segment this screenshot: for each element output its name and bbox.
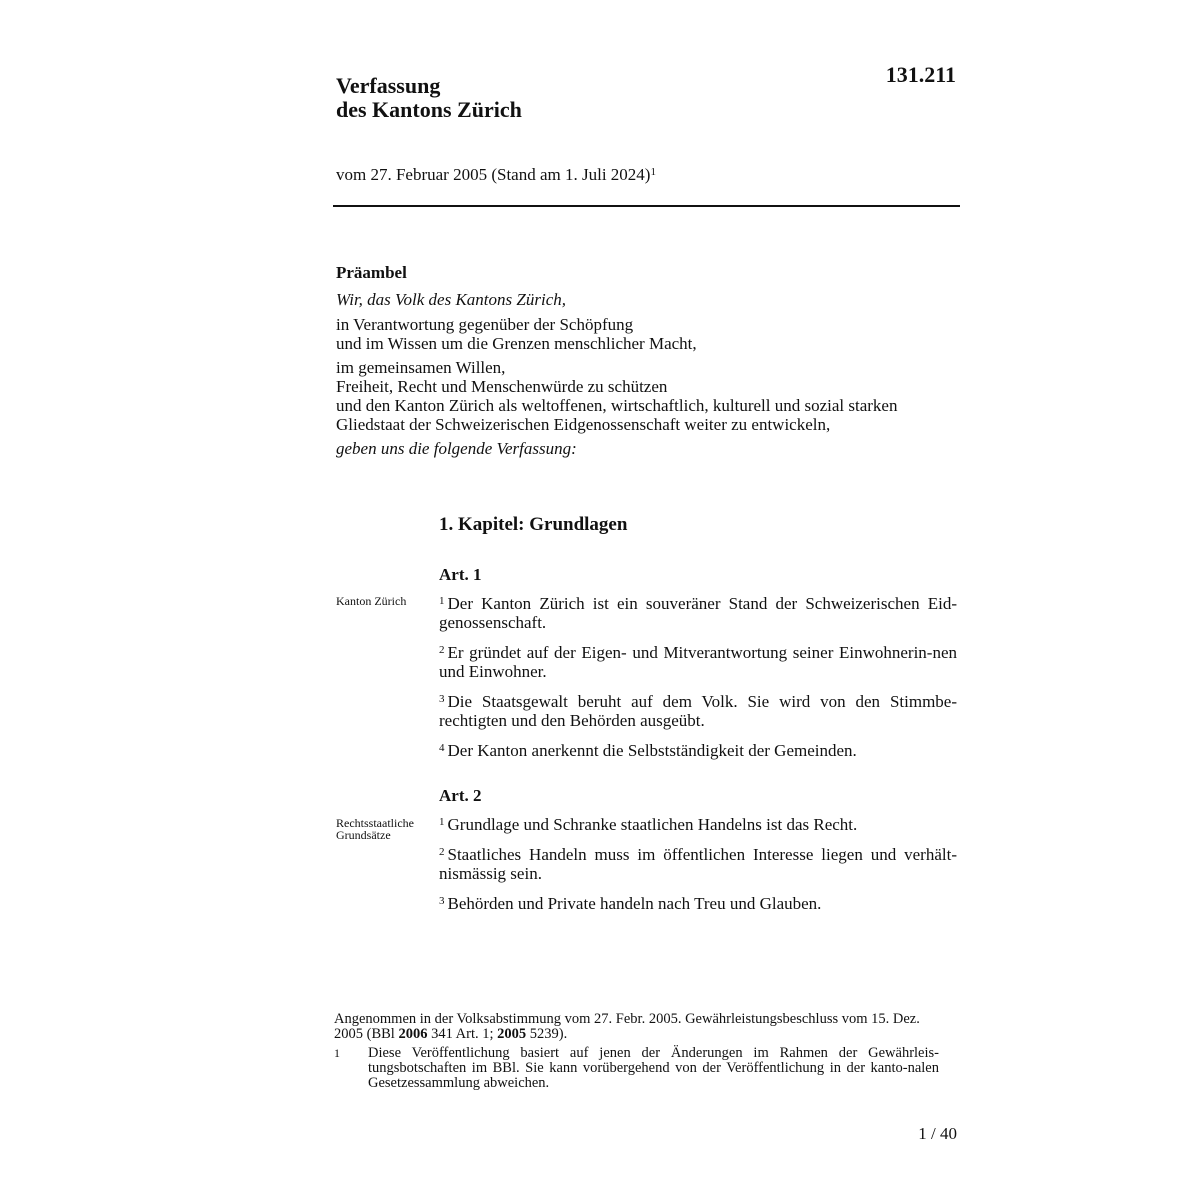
paragraph-number: 1 (439, 816, 445, 828)
paragraph-text: Der Kanton Zürich ist ein souveräner Stand der Schweizerischen Eid-genossenschaft. (439, 594, 957, 632)
date-line (336, 165, 656, 185)
article-title: Art. 1 (439, 565, 482, 584)
sr-number: 131.211 (885, 62, 956, 87)
preamble-intro: Wir, das Volk des Kantons Zürich, (336, 290, 566, 309)
paragraph-number: 2 (439, 846, 445, 858)
preamble-line: in Verantwortung gegenüber der Schöpfung (336, 315, 634, 334)
document-title (336, 74, 522, 122)
paragraph-text: Die Staatsgewalt beruht auf dem Volk. Sie wird von den Stimmbe-rechtigten und den Behörden ausgeübt. (439, 692, 957, 730)
preamble-line: Freiheit, Recht und Menschenwürde zu schützen (336, 377, 668, 396)
page-number: 1 / 40 (918, 1124, 957, 1143)
article-paragraph (439, 813, 957, 834)
adoption-text: 5239). (526, 1026, 568, 1042)
paragraph-number: 2 (439, 644, 445, 656)
title-line-1: Verfassung (336, 73, 441, 98)
margin-note-line: Grundsätze (336, 828, 391, 842)
preamble-block-will (336, 358, 976, 434)
paragraph-number: 3 (439, 693, 445, 705)
paragraph-number: 4 (439, 742, 445, 754)
footnote-text: Diese Veröffentlichung basiert auf jenen der Änderungen im Rahmen der Gewährleis-tungsbotschaften im BBl. Sie kann vorübergehend von der Veröffentlichung in der kanto-nalen Gesetzessammlung abweichen. (368, 1045, 939, 1091)
footer-notes (334, 1012, 939, 1091)
article-paragraph (439, 592, 957, 632)
margin-note-art2 (336, 817, 432, 841)
footnote-number: 1 (334, 1046, 340, 1060)
date-text: vom 27. Februar 2005 (Stand am 1. Juli 2024) (336, 165, 651, 184)
preamble-line: Gliedstaat der Schweizerischen Eidgenossenschaft weiter zu entwickeln, (336, 415, 831, 434)
adoption-text: 341 Art. 1; (427, 1026, 498, 1042)
article-paragraph (439, 739, 957, 760)
paragraph-number: 1 (439, 595, 445, 607)
adoption-year: 2006 (398, 1026, 428, 1042)
preamble-line: im gemeinsamen Willen, (336, 358, 506, 377)
article-title: Art. 2 (439, 786, 482, 805)
article-paragraph (439, 690, 957, 730)
preamble-closing: geben uns die folgende Verfassung: (336, 439, 577, 458)
adoption-year: 2005 (497, 1026, 527, 1042)
footnote (334, 1046, 939, 1091)
paragraph-text: Er gründet auf der Eigen- und Mitverantwortung seiner Einwohnerin-nen und Einwohner. (439, 643, 957, 681)
preamble-heading: Präambel (336, 263, 407, 282)
preamble-line: und im Wissen um die Grenzen menschlicher Macht, (336, 334, 697, 353)
article-paragraph (439, 843, 957, 883)
paragraph-text: Staatliches Handeln muss im öffentlichen Interesse liegen und verhält-nismässig sein. (439, 845, 957, 883)
preamble-line: und den Kanton Zürich als weltoffenen, wirtschaftlich, kulturell und sozial starken (336, 396, 898, 415)
paragraph-text: Grundlage und Schranke staatlichen Handelns ist das Recht. (447, 815, 858, 834)
article-2 (439, 786, 957, 922)
adoption-note (334, 1012, 939, 1042)
article-paragraph (439, 641, 957, 681)
paragraph-number: 3 (439, 895, 445, 907)
header-divider (333, 205, 960, 207)
paragraph-text: Der Kanton anerkennt die Selbstständigkeit der Gemeinden. (447, 741, 857, 760)
article-paragraph (439, 892, 957, 913)
article-1 (439, 565, 957, 769)
title-line-2: des Kantons Zürich (336, 97, 522, 122)
footnote-ref[interactable]: 1 (650, 166, 656, 178)
preamble (336, 263, 976, 458)
margin-note-art1: Kanton Zürich (336, 594, 407, 608)
preamble-block-responsibility (336, 315, 976, 353)
chapter-title: 1. Kapitel: Grundlagen (439, 514, 628, 535)
adoption-text: Angenommen in der Volksabstimmung vom 27. Febr. 2005. Gewährleistungsbeschluss vom 15. Dez. 2005 (BBl (334, 1011, 920, 1042)
paragraph-text: Behörden und Private handeln nach Treu und Glauben. (447, 894, 822, 913)
margin-note-line: Rechtsstaatliche (336, 816, 414, 830)
